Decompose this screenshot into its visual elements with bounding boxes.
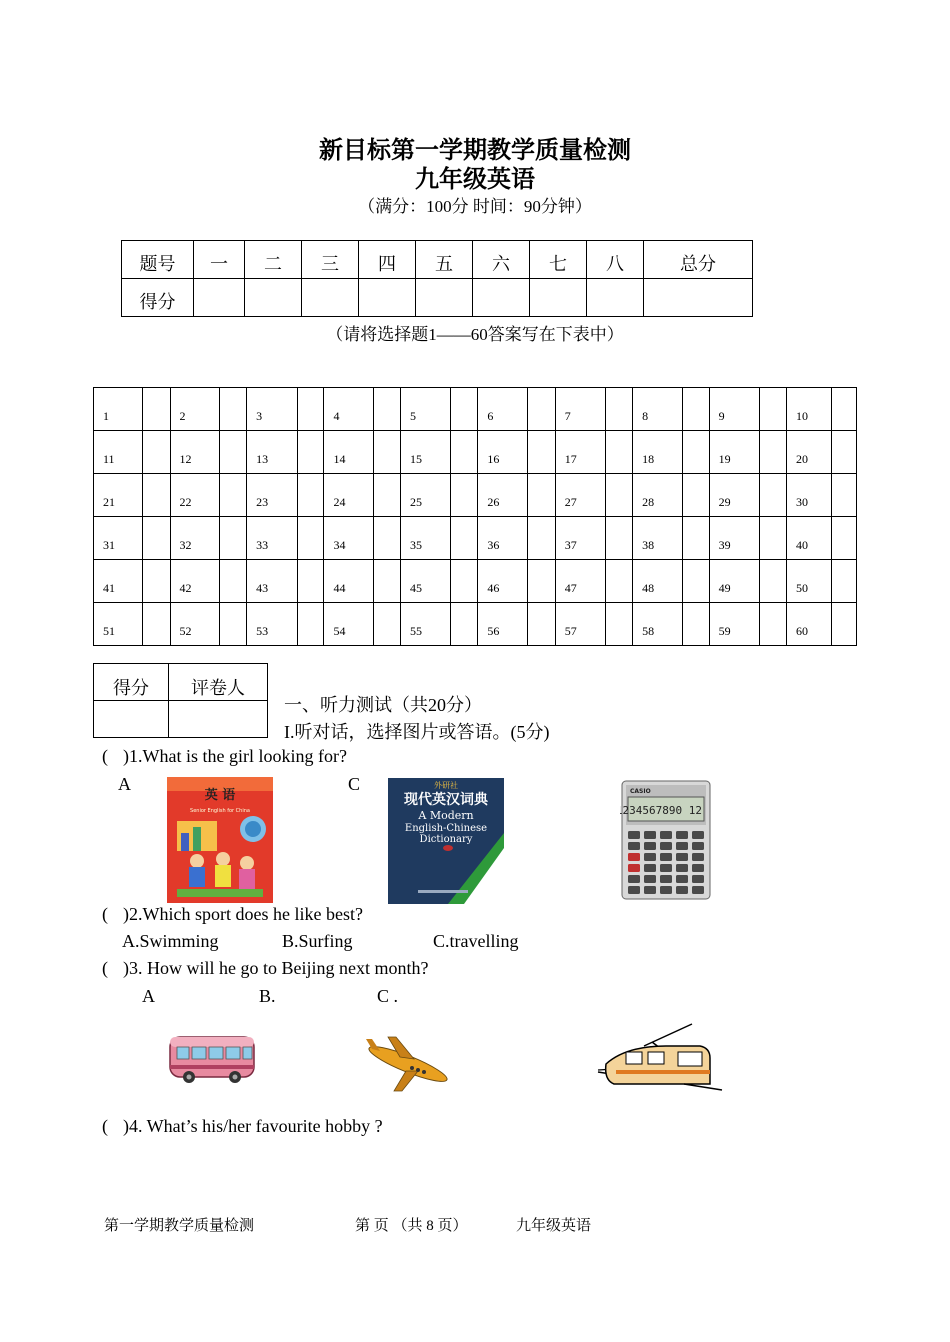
answer-cell[interactable]: [142, 388, 170, 431]
answer-cell[interactable]: [527, 474, 555, 517]
question-number: 52: [170, 603, 220, 646]
question-number: 35: [401, 517, 451, 560]
airplane-image: [364, 1035, 452, 1093]
question-number: 20: [787, 431, 832, 474]
calculator-display: 1234567890 12: [620, 804, 702, 817]
answer-cell[interactable]: [682, 517, 709, 560]
answer-cell[interactable]: [606, 431, 633, 474]
calculator-key: [644, 831, 656, 839]
answer-cell[interactable]: [527, 560, 555, 603]
answer-grid-row: [94, 388, 857, 431]
score-header-cell: 八: [587, 241, 644, 279]
answer-grid-row: [94, 560, 857, 603]
calculator-key: [628, 864, 640, 872]
answer-cell[interactable]: [297, 603, 324, 646]
calculator-key: [644, 842, 656, 850]
answer-cell[interactable]: [832, 560, 857, 603]
question-number: 12: [170, 431, 220, 474]
answer-cell[interactable]: [832, 517, 857, 560]
answer-grid-row: [94, 431, 857, 474]
answer-cell[interactable]: [451, 474, 478, 517]
answer-note: （请将选择题1——60答案写在下表中）: [326, 325, 624, 344]
question-number: 5: [401, 388, 451, 431]
section-heading: 一、听力测试（共20分）: [284, 695, 482, 715]
answer-cell[interactable]: [682, 603, 709, 646]
score-header-cell: 四: [359, 241, 416, 279]
calculator-key: [628, 875, 640, 883]
question-number: 50: [787, 560, 832, 603]
calculator-key: [676, 853, 688, 861]
calculator-brand: CASIO: [630, 788, 651, 795]
question-number: 19: [709, 431, 759, 474]
answer-cell[interactable]: [606, 388, 633, 431]
score-header-cell: 七: [530, 241, 587, 279]
answer-cell[interactable]: [760, 517, 787, 560]
answer-cell[interactable]: [527, 388, 555, 431]
question-number: 40: [787, 517, 832, 560]
score-header-cell: 总分: [644, 241, 753, 279]
answer-cell[interactable]: [220, 388, 247, 431]
score-cell[interactable]: [644, 279, 753, 317]
question-number: 43: [247, 560, 297, 603]
grader-score-label: 得分: [94, 664, 169, 701]
score-table: [121, 240, 753, 317]
answer-cell[interactable]: [142, 560, 170, 603]
score-row-label: 得分: [122, 279, 194, 317]
question-number: 32: [170, 517, 220, 560]
question-number: 57: [555, 603, 605, 646]
train-image: [596, 1022, 724, 1092]
calculator-key: [628, 842, 640, 850]
question-number: 36: [478, 517, 528, 560]
calculator-key: [692, 853, 704, 861]
answer-grid-row: [94, 603, 857, 646]
option-c-label: C.travelling: [433, 931, 519, 951]
calculator-image: [620, 779, 712, 901]
question-number: 24: [324, 474, 374, 517]
answer-cell[interactable]: [142, 517, 170, 560]
question-number: 3: [247, 388, 297, 431]
score-cell[interactable]: [587, 279, 644, 317]
question-number: 30: [787, 474, 832, 517]
answer-cell[interactable]: [220, 474, 247, 517]
question-number: 16: [478, 431, 528, 474]
question-number: 17: [555, 431, 605, 474]
question-number: 47: [555, 560, 605, 603]
answer-paren: (: [102, 904, 108, 924]
question-number: 23: [247, 474, 297, 517]
question-number: 38: [633, 517, 683, 560]
question-number: 27: [555, 474, 605, 517]
score-table-header-row: [122, 241, 753, 279]
option-a-label: A.Swimming: [122, 931, 219, 951]
score-cell[interactable]: [194, 279, 245, 317]
question-number: 49: [709, 560, 759, 603]
score-cell[interactable]: [245, 279, 302, 317]
score-cell[interactable]: [302, 279, 359, 317]
calculator-key: [692, 864, 704, 872]
calculator-key: [660, 853, 672, 861]
answer-cell[interactable]: [451, 388, 478, 431]
question-number: 54: [324, 603, 374, 646]
dictionary-title-en-3: Dictionary: [419, 834, 473, 845]
question-number: 13: [247, 431, 297, 474]
question-number: 14: [324, 431, 374, 474]
score-cell[interactable]: [416, 279, 473, 317]
answer-paren: (: [102, 1116, 108, 1136]
score-cell[interactable]: [473, 279, 530, 317]
question-number: 60: [787, 603, 832, 646]
answer-cell[interactable]: [760, 431, 787, 474]
question-2: )2.Which sport does he like best?: [123, 904, 363, 924]
footer-left: 第一学期教学质量检测: [104, 1218, 255, 1234]
question-number: 21: [94, 474, 143, 517]
calculator-key: [692, 842, 704, 850]
answer-cell[interactable]: [220, 603, 247, 646]
calculator-key: [676, 864, 688, 872]
part-instruction: I.听对话，选择图片或答语。(5分): [284, 722, 550, 742]
answer-cell[interactable]: [832, 474, 857, 517]
option-b-label: B.Surfing: [282, 931, 353, 951]
answer-cell[interactable]: [682, 560, 709, 603]
question-number: 26: [478, 474, 528, 517]
calculator-key: [692, 831, 704, 839]
answer-cell[interactable]: [760, 560, 787, 603]
question-number: 10: [787, 388, 832, 431]
calculator-key: [644, 853, 656, 861]
answer-cell[interactable]: [374, 560, 401, 603]
answer-cell[interactable]: [760, 388, 787, 431]
question-number: 18: [633, 431, 683, 474]
answer-cell[interactable]: [832, 603, 857, 646]
calculator-key: [676, 875, 688, 883]
page-title: 新目标第一学期教学质量检测: [319, 135, 631, 164]
question-number: 45: [401, 560, 451, 603]
question-4: )4. What’s his/her favourite hobby ?: [123, 1116, 383, 1136]
answer-cell[interactable]: [374, 431, 401, 474]
score-header-cell: 五: [416, 241, 473, 279]
question-number: 11: [94, 431, 143, 474]
dictionary-image: [388, 778, 504, 904]
answer-cell[interactable]: [142, 431, 170, 474]
question-number: 55: [401, 603, 451, 646]
answer-cell[interactable]: [451, 517, 478, 560]
answer-cell[interactable]: [297, 517, 324, 560]
score-header-cell: 一: [194, 241, 245, 279]
question-number: 39: [709, 517, 759, 560]
question-number: 48: [633, 560, 683, 603]
answer-cell[interactable]: [220, 517, 247, 560]
answer-cell[interactable]: [220, 560, 247, 603]
question-number: 33: [247, 517, 297, 560]
answer-cell[interactable]: [832, 431, 857, 474]
answer-grid: [93, 387, 857, 646]
question-number: 42: [170, 560, 220, 603]
footer-page: 第 页 （共 8 页）: [355, 1218, 468, 1234]
answer-cell[interactable]: [297, 388, 324, 431]
answer-cell[interactable]: [220, 431, 247, 474]
answer-cell[interactable]: [142, 603, 170, 646]
question-number: 22: [170, 474, 220, 517]
score-header-cell: 三: [302, 241, 359, 279]
score-cell[interactable]: [359, 279, 416, 317]
option-a-label: A: [118, 774, 131, 794]
question-number: 7: [555, 388, 605, 431]
answer-cell[interactable]: [374, 603, 401, 646]
calculator-key: [660, 875, 672, 883]
calculator-key: [628, 853, 640, 861]
option-c-label: C .: [377, 986, 399, 1006]
answer-cell[interactable]: [606, 474, 633, 517]
question-number: 25: [401, 474, 451, 517]
calculator-key: [660, 864, 672, 872]
answer-paren: (: [102, 958, 108, 978]
answer-cell[interactable]: [374, 388, 401, 431]
question-number: 2: [170, 388, 220, 431]
question-number: 1: [94, 388, 143, 431]
calculator-key: [676, 842, 688, 850]
answer-cell[interactable]: [527, 603, 555, 646]
question-number: 34: [324, 517, 374, 560]
calculator-key: [628, 886, 640, 894]
textbook-image: [167, 777, 273, 903]
grader-name-label: 评卷人: [169, 664, 268, 701]
calculator-key: [692, 886, 704, 894]
answer-cell[interactable]: [297, 560, 324, 603]
question-number: 46: [478, 560, 528, 603]
answer-cell[interactable]: [374, 517, 401, 560]
question-number: 8: [633, 388, 683, 431]
score-header-cell: 题号: [122, 241, 194, 279]
score-table-score-row: [122, 279, 753, 317]
answer-cell[interactable]: [451, 431, 478, 474]
answer-cell[interactable]: [451, 560, 478, 603]
grader-table: [93, 663, 268, 738]
dictionary-title-en-2: English-Chinese: [404, 823, 488, 834]
calculator-key: [660, 842, 672, 850]
question-number: 41: [94, 560, 143, 603]
answer-cell[interactable]: [527, 431, 555, 474]
grader-name-cell[interactable]: [169, 701, 268, 738]
question-number: 4: [324, 388, 374, 431]
dictionary-title-en-1: A Modern: [418, 809, 474, 822]
calculator-key: [660, 831, 672, 839]
score-header-cell: 二: [245, 241, 302, 279]
option-a-label: A: [142, 986, 155, 1006]
exam-info: （满分：100分 时间：90分钟）: [358, 197, 592, 216]
question-number: 58: [633, 603, 683, 646]
answer-cell[interactable]: [451, 603, 478, 646]
score-cell[interactable]: [530, 279, 587, 317]
question-number: 15: [401, 431, 451, 474]
answer-grid-row: [94, 517, 857, 560]
question-number: 56: [478, 603, 528, 646]
answer-cell[interactable]: [682, 474, 709, 517]
answer-cell[interactable]: [760, 603, 787, 646]
calculator-key: [644, 864, 656, 872]
textbook-subtitle: Senior English for China: [190, 808, 250, 814]
calculator-key: [644, 875, 656, 883]
answer-cell[interactable]: [297, 474, 324, 517]
calculator-key: [628, 831, 640, 839]
dictionary-title-cn: 现代英汉词典: [404, 792, 488, 808]
question-number: 53: [247, 603, 297, 646]
grader-score-cell[interactable]: [94, 701, 169, 738]
question-3: )3. How will he go to Beijing next month?: [123, 958, 429, 978]
question-number: 51: [94, 603, 143, 646]
answer-cell[interactable]: [297, 431, 324, 474]
answer-cell[interactable]: [606, 517, 633, 560]
page-subtitle: 九年级英语: [415, 164, 535, 193]
question-number: 37: [555, 517, 605, 560]
dictionary-publisher: 外研社: [434, 781, 458, 790]
answer-cell[interactable]: [527, 517, 555, 560]
calculator-key: [692, 875, 704, 883]
calculator-key: [660, 886, 672, 894]
bus-image: [167, 1033, 259, 1085]
question-number: 28: [633, 474, 683, 517]
answer-cell[interactable]: [832, 388, 857, 431]
answer-cell[interactable]: [682, 388, 709, 431]
footer-right: 九年级英语: [516, 1218, 592, 1234]
question-number: 6: [478, 388, 528, 431]
calculator-key: [676, 886, 688, 894]
question-number: 44: [324, 560, 374, 603]
question-1: )1.What is the girl looking for?: [123, 746, 347, 766]
answer-cell[interactable]: [374, 474, 401, 517]
question-number: 29: [709, 474, 759, 517]
question-number: 59: [709, 603, 759, 646]
answer-cell[interactable]: [682, 431, 709, 474]
answer-cell[interactable]: [142, 474, 170, 517]
score-header-cell: 六: [473, 241, 530, 279]
question-number: 9: [709, 388, 759, 431]
textbook-title: 英 语: [204, 788, 236, 803]
calculator-key: [644, 886, 656, 894]
option-b-label: B.: [259, 986, 276, 1006]
answer-grid-row: [94, 474, 857, 517]
option-c-label: C: [348, 774, 361, 794]
question-number: 31: [94, 517, 143, 560]
answer-cell[interactable]: [606, 603, 633, 646]
answer-paren: (: [102, 746, 108, 766]
calculator-key: [676, 831, 688, 839]
answer-cell[interactable]: [606, 560, 633, 603]
answer-cell[interactable]: [760, 474, 787, 517]
